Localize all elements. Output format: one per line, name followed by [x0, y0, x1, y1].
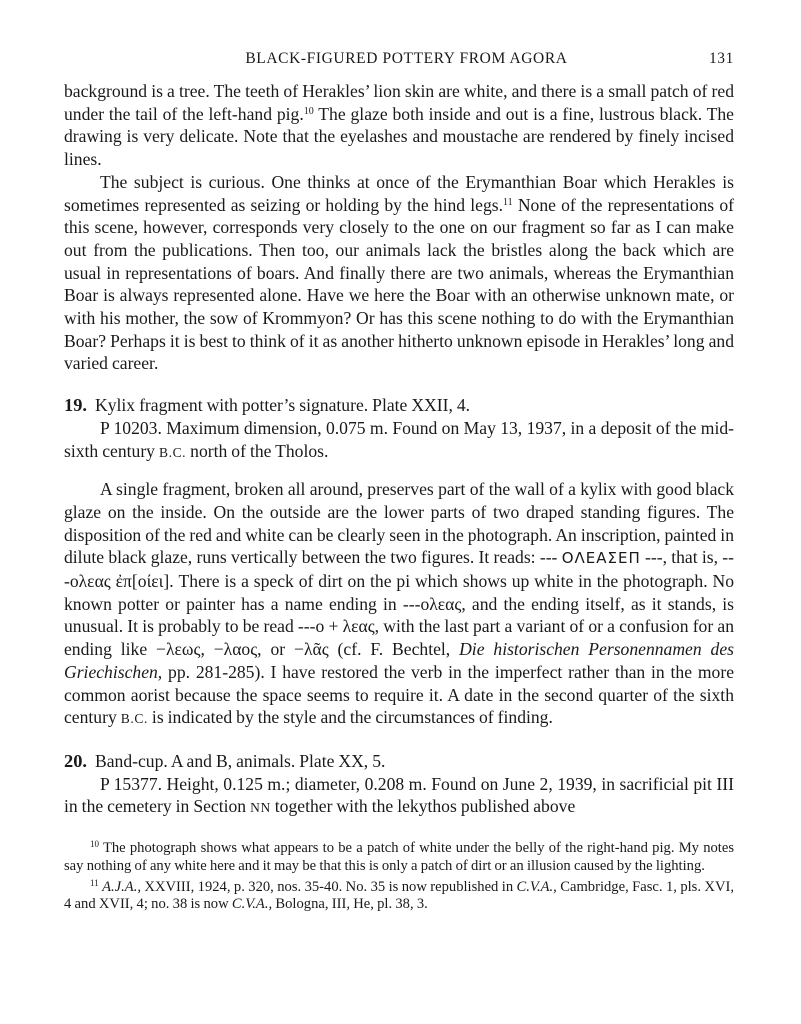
footnote-number: 10 — [90, 839, 99, 850]
era-abbrev: B.C. — [158, 444, 187, 460]
text-run: is indicated by the style and the circumstances of finding. — [147, 707, 553, 728]
footnote-number: 11 — [90, 877, 99, 888]
entry-20-heading — [64, 750, 734, 773]
footnotes — [64, 840, 734, 914]
footnote-ref-10[interactable]: 10 — [303, 105, 314, 117]
page — [64, 50, 734, 917]
section-code: NN — [250, 800, 271, 816]
footnote-10 — [64, 840, 734, 875]
text-run: None of the representations of this scene, however, corresponds very closely to the one on our fragment so far as I can make out from the publications. Then too, our animals lack the bristles along the back which are usual in representations of boars. And finally there are two animals, whereas the Erymanthian Boar is always represented alone. Have we here the Boar with an otherwise unknown mate, or with his mother, the sow of Krommyon? Or has this scene nothing to do with the Erymanthian Boar? Perhaps it is best to think of it as another hitherto unknown episode in Herakles’ long and varied career. — [64, 194, 734, 374]
page-number: 131 — [708, 50, 734, 67]
text-run: together with the lekythos published above — [270, 796, 576, 817]
entry-19-heading — [64, 394, 734, 417]
text-run: P 10203. Maximum dimension, 0.075 m. Found on May 13, 1937, in a deposit of the mid-sixth century — [64, 417, 734, 461]
reference-title: Die historischen Personennamen des Griechischen, — [64, 639, 735, 682]
paragraph-continued — [64, 80, 734, 171]
paragraph-subject — [64, 171, 734, 375]
text-run: background is a tree. The teeth of Herakles’ lion skin are white, and there is a small patch of red under the tail of the left-hand pig. — [64, 81, 734, 124]
text-run: A single fragment, broken all around, preserves part of the wall of a kylix with good black glaze on the inside. On the outside are the lower parts of two draped standing figures. The disposition of the red and white can be clearly seen in the photograph. An inscription, painted in dilute black glaze, runs vertically between the two figures. It reads: --- — [64, 479, 734, 568]
footnote-text: Bologna, III, He, pl. 38, 3. — [272, 896, 428, 913]
era-abbrev: B.C. — [120, 711, 148, 727]
text-run: P 15377. Height, 0.125 m.; diameter, 0.208 m. Found on June 2, 1939, in sacrificial pit III in the cemetery in Section — [64, 773, 734, 817]
journal-abbrev: C.V.A., — [231, 896, 273, 913]
footnote-text: XXVIII, 1924, p. 320, nos. 35-40. No. 35 is now republished in — [141, 878, 517, 895]
text-run: The glaze both inside and out is a fine, lustrous black. The drawing is very delicate. Note that the eyelashes and moustache are rendered by finely incised lines. — [64, 103, 734, 170]
running-title: BLACK-FIGURED POTTERY FROM AGORA — [245, 50, 568, 67]
text-run: The subject is curious. One thinks at once of the Erymanthian Boar which Herakles is sometimes represented as seizing or holding by the hind legs. — [64, 171, 734, 215]
entry-19-description — [64, 478, 734, 731]
body-text — [64, 80, 734, 820]
journal-abbrev: C.V.A., — [516, 878, 557, 895]
footnote-text: Cambridge, Fasc. 1, pls. XVI, 4 and XVII, 4; no. 38 is now — [64, 878, 734, 913]
running-header — [64, 50, 734, 80]
entry-19-number: 19. — [64, 395, 87, 416]
footnote-text: The photograph shows what appears to be a patch of white under the belly of the right-hand pig. My notes say nothing of any white here and it may be that this is only a patch of dirt or an illusion caused by the lighting. — [64, 840, 734, 874]
text-run: ---, that is, ---ολεας ἐπ[οίει]. There is a speck of dirt on the pi which shows up white in the photograph. No known potter or painter has a name ending in ---ολεας, and the ending itself, as it stands, is unusual. It is probably to be read ---ο + λεας, with the last part a variant of or a confusion for an ending like −λεως, −λαος, or −λᾶς (cf. F. Bechtel, — [64, 547, 735, 660]
text-run: pp. 281-285). I have restored the verb in the imperfect rather than in the more common aorist because the space seems to require it. A date in the second quarter of the sixth century — [64, 661, 734, 728]
journal-abbrev: A.J.A., — [102, 878, 141, 895]
entry-19-title: Kylix fragment with potter’s signature. Plate XXII, 4. — [95, 395, 471, 416]
footnote-ref-11[interactable]: 11 — [503, 196, 513, 208]
text-run: north of the Tholos. — [186, 440, 329, 461]
entry-20-details — [64, 773, 734, 820]
entry-20-number: 20. — [64, 750, 87, 771]
entry-19-details — [64, 417, 734, 464]
footnote-11 — [64, 879, 734, 914]
inscription-glyphs: ΟΛΕΑΣΕΠ — [561, 549, 641, 568]
entry-20-title: Band-cup. A and B, animals. Plate XX, 5. — [95, 750, 386, 771]
